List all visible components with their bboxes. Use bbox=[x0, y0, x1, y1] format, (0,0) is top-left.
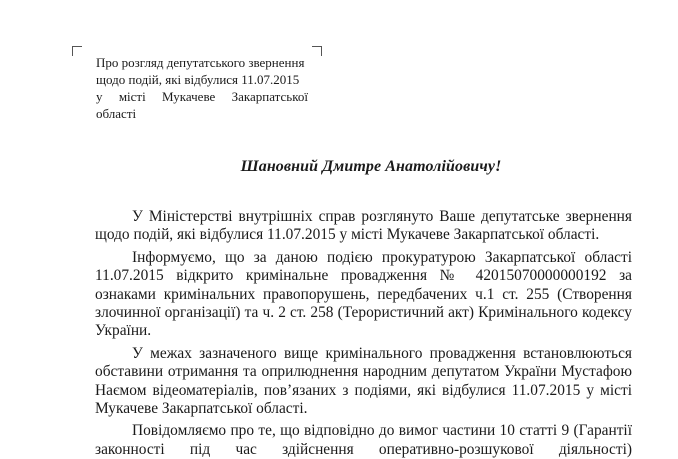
subject-line: Про розгляд депутатського звернення bbox=[96, 55, 305, 70]
salutation-text: Шановний Дмитре Анатолійовичу! bbox=[240, 158, 502, 175]
subject-line bbox=[96, 88, 308, 105]
subject-line: області bbox=[96, 106, 137, 121]
letter-body bbox=[95, 208, 632, 459]
body-paragraph: Повідомляємо про те, що відповідно до вимог частини 10 статті 9 (Гарантії законності під час здійснення оперативно-розшукової діяльності) bbox=[95, 422, 632, 458]
address-block-corner-mark bbox=[312, 46, 322, 56]
subject-line: щодо подій, які відбулися 11.07.2015 bbox=[96, 72, 300, 87]
subject-word: Закарпатської bbox=[231, 89, 308, 104]
subject-word: у bbox=[96, 89, 103, 104]
letter-subject bbox=[96, 54, 308, 122]
body-paragraph: Інформуємо, що за даною подією прокуратурою Закарпатської області 11.07.2015 відкрито кримінальне провадження № 42015070000000192 за ознаками кримінальних правопорушень, передбачених ч.1 ст. 255 (Створення злочинної організації) та ч. 2 ст. 258 (Терористичний акт) Кримінального кодексу України. bbox=[95, 248, 632, 340]
body-paragraph: У Міністерстві внутрішніх справ розглянуто Ваше депутатське звернення щодо подій, які відбулися 11.07.2015 у місті Мукачеве Закарпатської області. bbox=[95, 208, 632, 244]
subject-word: місті bbox=[118, 89, 146, 104]
salutation bbox=[0, 158, 678, 176]
body-paragraph: У межах зазначеного вище кримінального провадження встановлюються обставини отримання та оприлюднення народним депутатом України Мустафою Наємом відеоматеріалів, пов’язаних з подіями, які відбулися 11.07.2015 у місті Мукачеве Закарпатської області. bbox=[95, 344, 632, 418]
subject-word: Мукачеве bbox=[162, 89, 216, 104]
address-block-corner-mark bbox=[72, 46, 82, 56]
